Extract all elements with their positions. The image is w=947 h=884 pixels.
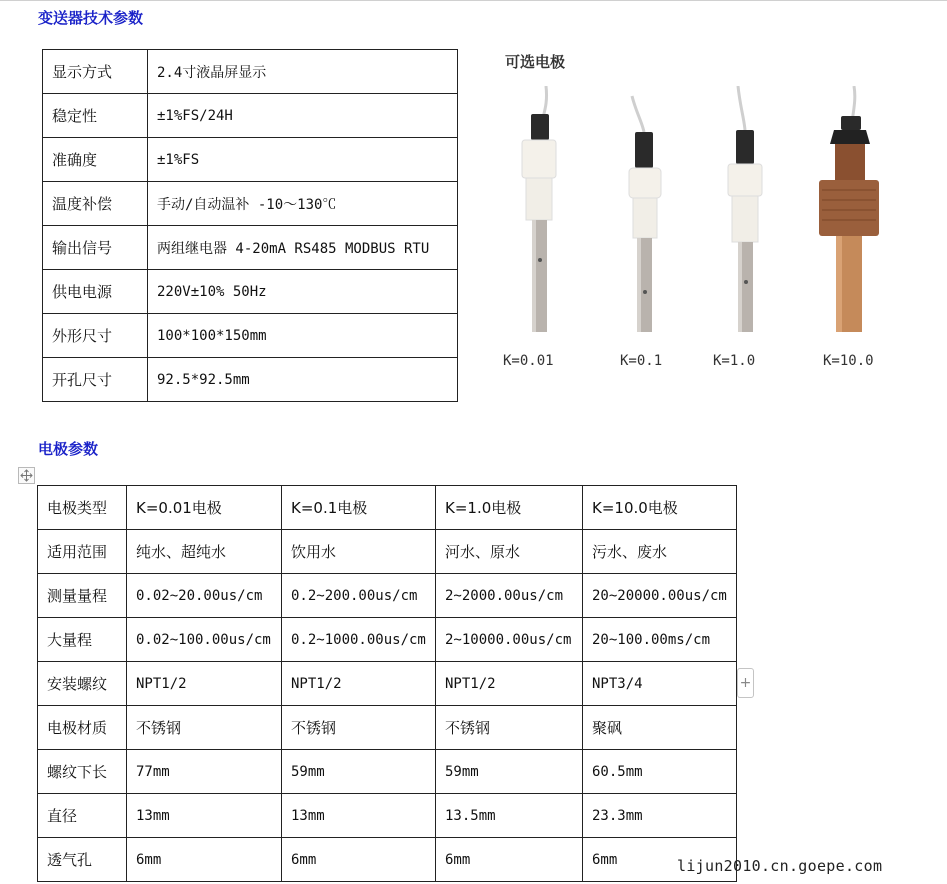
- header-cell: K=0.1电极: [282, 486, 436, 530]
- table-cell: 20~100.00ms/cm: [583, 618, 737, 662]
- table-cell: 2~10000.00us/cm: [436, 618, 583, 662]
- table-cell: 纯水、超纯水: [127, 530, 282, 574]
- table-row: [38, 706, 737, 750]
- row-label: 螺纹下长: [38, 750, 127, 794]
- header-cell: K=10.0电极: [583, 486, 737, 530]
- spec-label: 输出信号: [43, 226, 148, 270]
- spec-value: 手动/自动温补 -10～130℃: [148, 182, 458, 226]
- table-row: [38, 750, 737, 794]
- probe-white-icon: [620, 86, 670, 336]
- row-label: 大量程: [38, 618, 127, 662]
- spec-value: 220V±10% 50Hz: [148, 270, 458, 314]
- spec-label: 稳定性: [43, 94, 148, 138]
- probe-brown-icon: [814, 86, 884, 336]
- table-row: [38, 574, 737, 618]
- table-row: [38, 662, 737, 706]
- row-label: 透气孔: [38, 838, 127, 882]
- table-cell: 饮用水: [282, 530, 436, 574]
- table-cell: NPT1/2: [436, 662, 583, 706]
- spec-label: 准确度: [43, 138, 148, 182]
- spec-label: 显示方式: [43, 50, 148, 94]
- table-cell: 6mm: [583, 838, 737, 882]
- table-row: [43, 94, 458, 138]
- table-cell: NPT1/2: [282, 662, 436, 706]
- probe-label: K=0.01: [503, 353, 554, 369]
- spec-value: ±1%FS/24H: [148, 94, 458, 138]
- section-title-transmitter: 变送器技术参数: [38, 9, 144, 27]
- table-row: [43, 50, 458, 94]
- table-row: [43, 270, 458, 314]
- spec-value: 92.5*92.5mm: [148, 358, 458, 402]
- table-cell: 2~2000.00us/cm: [436, 574, 583, 618]
- table-cell: 20~20000.00us/cm: [583, 574, 737, 618]
- row-label: 适用范围: [38, 530, 127, 574]
- table-cell: 河水、原水: [436, 530, 583, 574]
- table-cell: 0.02~20.00us/cm: [127, 574, 282, 618]
- table-cell: 13mm: [127, 794, 282, 838]
- table-row: [38, 794, 737, 838]
- row-label: 安装螺纹: [38, 662, 127, 706]
- spec-value: 2.4寸液晶屏显示: [148, 50, 458, 94]
- watermark-text: lijun2010.cn.goepe.com: [677, 857, 883, 875]
- table-row: [43, 138, 458, 182]
- table-cell: 13.5mm: [436, 794, 583, 838]
- table-row: [43, 226, 458, 270]
- spec-label: 外形尺寸: [43, 314, 148, 358]
- table-cell: 0.2~1000.00us/cm: [282, 618, 436, 662]
- spec-value: 100*100*150mm: [148, 314, 458, 358]
- move-arrows-icon: [19, 468, 34, 483]
- table-header-row: [38, 486, 737, 530]
- spec-label: 供电电源: [43, 270, 148, 314]
- table-row: [38, 618, 737, 662]
- table-row: [43, 358, 458, 402]
- table-row: [38, 530, 737, 574]
- transmitter-spec-table: [42, 49, 458, 402]
- table-cell: 59mm: [436, 750, 583, 794]
- row-label: 电极材质: [38, 706, 127, 750]
- section-title-electrode: 电极参数: [38, 440, 99, 458]
- header-cell: K=1.0电极: [436, 486, 583, 530]
- table-cell: 77mm: [127, 750, 282, 794]
- header-cell: 电极类型: [38, 486, 127, 530]
- table-cell: 0.02~100.00us/cm: [127, 618, 282, 662]
- table-cell: 59mm: [282, 750, 436, 794]
- spec-value: 两组继电器 4-20mA RS485 MODBUS RTU: [148, 226, 458, 270]
- spec-label: 温度补偿: [43, 182, 148, 226]
- table-cell: NPT1/2: [127, 662, 282, 706]
- table-cell: 0.2~200.00us/cm: [282, 574, 436, 618]
- table-row: [38, 838, 737, 882]
- table-row: [43, 314, 458, 358]
- optional-electrodes-title: 可选电极: [505, 53, 566, 71]
- table-row: [43, 182, 458, 226]
- table-cell: 6mm: [436, 838, 583, 882]
- table-cell: 不锈钢: [436, 706, 583, 750]
- table-cell: 污水、废水: [583, 530, 737, 574]
- spec-value: ±1%FS: [148, 138, 458, 182]
- electrode-params-table: [37, 485, 737, 882]
- table-move-handle[interactable]: [18, 467, 35, 484]
- row-label: 测量量程: [38, 574, 127, 618]
- header-cell: K=0.01电极: [127, 486, 282, 530]
- table-cell: 23.3mm: [583, 794, 737, 838]
- add-column-button[interactable]: +: [737, 668, 754, 698]
- table-cell: 不锈钢: [282, 706, 436, 750]
- table-cell: 聚砜: [583, 706, 737, 750]
- row-label: 直径: [38, 794, 127, 838]
- table-cell: 60.5mm: [583, 750, 737, 794]
- probe-label: K=10.0: [823, 353, 874, 369]
- table-cell: 6mm: [282, 838, 436, 882]
- top-divider: [0, 0, 947, 1]
- table-cell: 13mm: [282, 794, 436, 838]
- probe-white-icon: [722, 86, 770, 336]
- probe-label: K=1.0: [713, 353, 756, 369]
- probe-white-icon: [514, 86, 566, 336]
- table-cell: 不锈钢: [127, 706, 282, 750]
- probe-label: K=0.1: [620, 353, 663, 369]
- spec-label: 开孔尺寸: [43, 358, 148, 402]
- table-cell: NPT3/4: [583, 662, 737, 706]
- table-cell: 6mm: [127, 838, 282, 882]
